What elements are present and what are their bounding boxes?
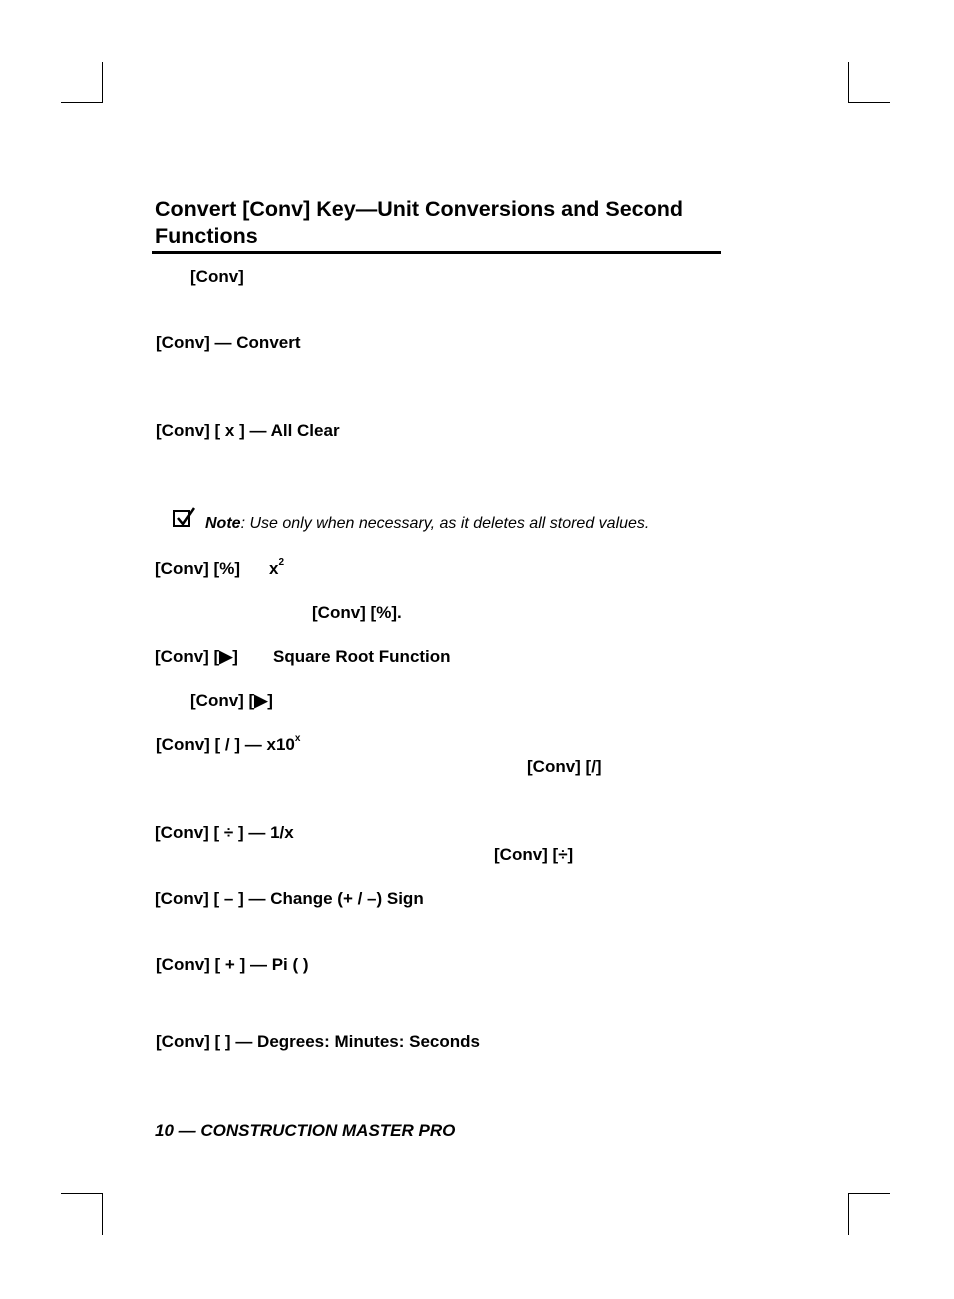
crop-mark-top-left-h (61, 102, 103, 103)
note-text: : Use only when necessary, as it deletes all stored values. (240, 515, 650, 532)
all-clear-heading: [Conv] [ x ] — All Clear (156, 421, 340, 440)
section-heading-line1: Convert [Conv] Key—Unit Conversions and Second (155, 197, 684, 221)
reciprocal-heading: [Conv] [ ÷ ] — 1/x (155, 823, 294, 842)
crop-mark-bottom-right-h (848, 1193, 890, 1194)
section-heading-line2: Functions (155, 224, 258, 248)
sqrt-label: Square Root Function (273, 647, 451, 666)
reciprocal-reference: [Conv] [÷] (494, 845, 574, 864)
x10-key: [Conv] [ / ] — x10 (156, 735, 295, 754)
note (205, 514, 649, 534)
square-label-base: x (269, 559, 279, 578)
dms-heading: [Conv] [ ] — Degrees: Minutes: Seconds (156, 1032, 480, 1051)
intro-key: [Conv] (190, 267, 244, 286)
sqrt-reference: [Conv] [▶] (190, 691, 273, 710)
heading-rule (152, 251, 721, 254)
crop-mark-bottom-left-h (61, 1193, 103, 1194)
square-label (269, 559, 284, 582)
crop-mark-top-left-v (102, 62, 103, 103)
crop-mark-bottom-left-v (102, 1193, 103, 1235)
sqrt-key: [Conv] [▶] (155, 647, 238, 666)
x10-reference: [Conv] [/] (527, 757, 602, 776)
x10-heading (156, 735, 300, 758)
crop-mark-top-right-h (848, 102, 890, 103)
crop-mark-bottom-right-v (848, 1193, 849, 1235)
square-key: [Conv] [%] (155, 559, 240, 578)
square-reference: [Conv] [%]. (312, 603, 402, 622)
checkbox-checked-icon (173, 510, 190, 527)
crop-mark-top-right-v (848, 62, 849, 103)
change-sign-heading: [Conv] [ – ] — Change (+ / –) Sign (155, 889, 424, 908)
pi-heading: [Conv] [ + ] — Pi ( ) (156, 955, 309, 974)
section-heading (155, 196, 735, 250)
x10-exponent: x (294, 733, 301, 744)
note-label: Note (205, 515, 241, 532)
convert-heading: [Conv] — Convert (156, 333, 301, 352)
square-label-exponent: 2 (278, 557, 285, 568)
page-footer: 10 — CONSTRUCTION MASTER PRO (155, 1121, 456, 1140)
